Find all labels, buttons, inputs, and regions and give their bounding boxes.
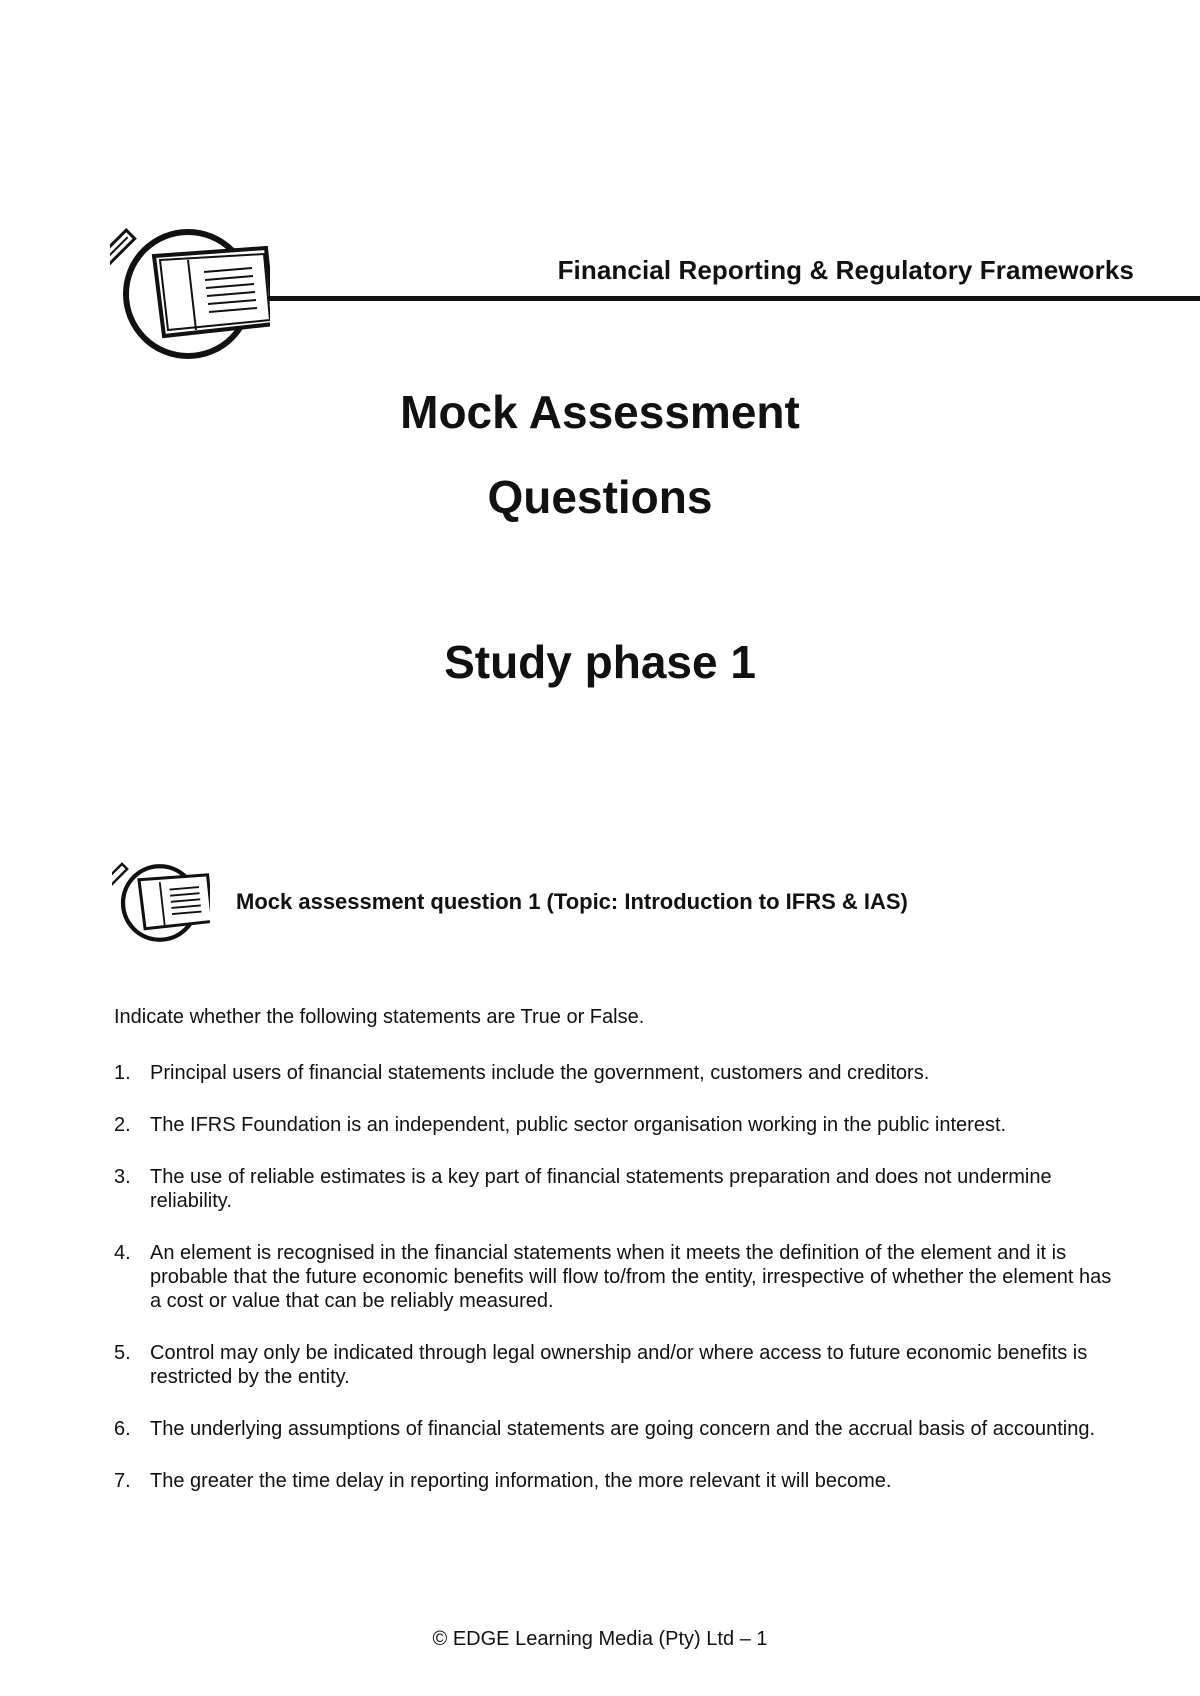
list-item <box>114 1341 1114 1389</box>
item-number: 5. <box>114 1342 131 1364</box>
header-rule <box>268 296 1200 301</box>
item-text: Control may only be indicated through legal ownership and/or where access to future economic benefits is restricted by the entity. <box>150 1342 1088 1388</box>
list-item <box>114 1417 1114 1441</box>
item-number: 1. <box>114 1062 131 1084</box>
item-number: 6. <box>114 1418 131 1440</box>
question-heading: Mock assessment question 1 (Topic: Introduction to IFRS & IAS) <box>236 889 908 914</box>
book-and-pen-icon <box>112 860 210 946</box>
item-number: 4. <box>114 1242 131 1264</box>
page-title: Mock Assessment <box>400 386 800 438</box>
instruction-text: Indicate whether the following statements are True or False. <box>114 1006 645 1028</box>
header-title: Financial Reporting & Regulatory Frameworks <box>557 255 1134 285</box>
study-phase-title: Study phase 1 <box>444 636 756 688</box>
item-text: Principal users of financial statements include the government, customers and creditors. <box>150 1062 930 1084</box>
book-and-pen-icon <box>110 228 270 360</box>
item-text: An element is recognised in the financial statements when it meets the definition of the element and it is probable that the future economic benefits will flow to/from the entity, irrespective of whether the element has a cost or value that can be reliably measured. <box>150 1242 1112 1312</box>
page-footer: © EDGE Learning Media (Pty) Ltd – 1 <box>432 1628 768 1650</box>
item-text: The underlying assumptions of financial statements are going concern and the accrual basis of accounting. <box>150 1418 1095 1440</box>
list-item <box>114 1061 1114 1085</box>
list-item <box>114 1241 1114 1313</box>
item-text: The use of reliable estimates is a key part of financial statements preparation and does not undermine reliability. <box>150 1166 1052 1212</box>
item-number: 2. <box>114 1114 131 1136</box>
item-number: 3. <box>114 1166 131 1188</box>
statement-list <box>114 1061 1114 1521</box>
item-number: 7. <box>114 1470 131 1492</box>
item-text: The IFRS Foundation is an independent, public sector organisation working in the public interest. <box>150 1114 1007 1136</box>
list-item <box>114 1165 1114 1213</box>
item-text: The greater the time delay in reporting information, the more relevant it will become. <box>150 1470 892 1492</box>
list-item <box>114 1113 1114 1137</box>
list-item <box>114 1469 1114 1493</box>
page-subtitle: Questions <box>487 471 713 523</box>
